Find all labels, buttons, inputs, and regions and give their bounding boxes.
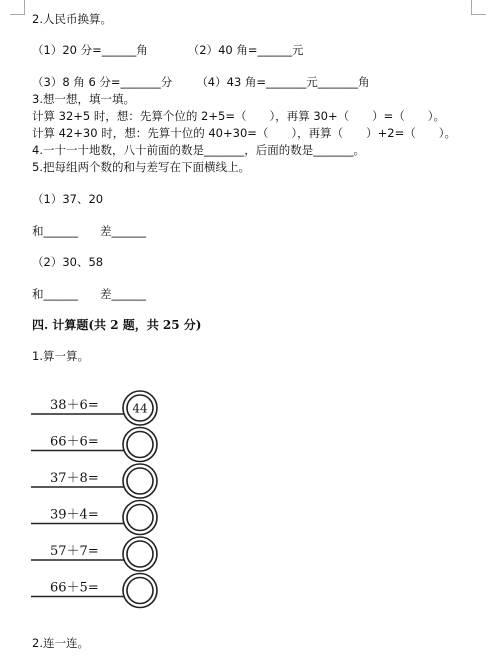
question-2-item-3: （3）8 角 6 分=_______分 — [32, 75, 173, 89]
answer-circle-inner — [127, 541, 153, 567]
connect-question-title: 2.连一连。 — [32, 636, 89, 650]
calc-expression: 66＋5= — [50, 580, 99, 596]
answer-circle-inner — [127, 505, 153, 531]
sum-blank: 和______ — [32, 224, 78, 238]
question-3-line-2: 计算 42+30 时，想：先算十位的 40+30=（ ），再算（ ）+2=（ ）。 — [32, 126, 456, 140]
calc-row — [31, 464, 157, 498]
difference-blank: 差______ — [100, 287, 146, 301]
question-5-group-2-label: （2）30、58 — [32, 255, 104, 269]
calc-expression: 38＋6= — [50, 398, 99, 413]
question-4-text: 4.一十一十地数，八十前面的数是_______，后面的数是_______。 — [32, 143, 365, 157]
question-3-line-1: 计算 32+5 时，想：先算个位的 2+5=（ ），再算 30+（ ）=（ ）。 — [32, 109, 446, 123]
calc-question-title: 1.算一算。 — [32, 349, 89, 363]
calc-row — [31, 428, 157, 462]
calc-row — [31, 501, 157, 535]
calc-expression: 39＋4= — [50, 507, 99, 523]
calc-row — [31, 574, 157, 608]
question-2-title: 2.人民币换算。 — [32, 12, 112, 26]
calc-expression: 57＋7= — [50, 544, 99, 559]
calc-answer: 44 — [132, 401, 148, 416]
difference-blank: 差______ — [100, 224, 146, 238]
question-3-title: 3.想一想，填一填。 — [32, 92, 135, 106]
answer-circle-inner — [127, 578, 153, 604]
question-5-group-1-label: （1）37、20 — [32, 192, 104, 206]
answer-circle-inner — [127, 468, 153, 494]
calc-expression: 66＋6= — [50, 434, 99, 450]
question-5-title: 5.把每组两个数的和与差写在下面横线上。 — [32, 160, 250, 174]
calc-row — [31, 391, 157, 425]
answer-circle-inner — [127, 432, 153, 458]
question-2-item-1: （1）20 分=______角 — [32, 43, 148, 57]
sum-blank: 和______ — [32, 287, 78, 301]
section-4-heading: 四. 计算题(共 2 题，共 25 分) — [32, 318, 202, 332]
calc-expression: 37＋8= — [50, 471, 99, 486]
calc-row — [31, 537, 157, 571]
question-2-item-4: （4）43 角=_______元_______角 — [196, 75, 370, 89]
question-2-item-2: （2）40 角=______元 — [187, 43, 304, 57]
